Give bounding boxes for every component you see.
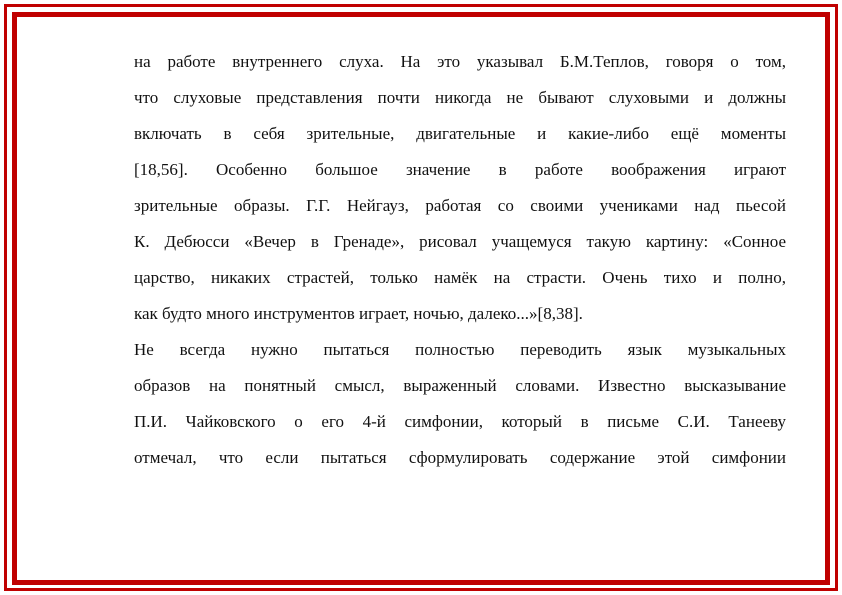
text-line: образов на понятный смысл, выраженный словами. Известно высказывание [134,376,786,395]
text-line: Не всегда нужно пытаться полностью переводить язык музыкальных [134,340,786,359]
text-line: отмечал, что если пытаться сформулировать содержание этой симфонии [134,448,786,467]
text-line: на работе внутреннего слуха. На это указывал Б.М.Теплов, говоря о том, [134,52,786,71]
text-line: П.И. Чайковского о его 4-й симфонии, который в письме С.И. Танееву [134,412,786,431]
text-line-paragraph-end: как будто много инструментов играет, ночью, далеко...»[8,38]. [134,304,583,323]
text-line: зрительные образы. Г.Г. Нейгауз, работая со своими учениками над пьесой [134,196,786,215]
text-line: включать в себя зрительные, двигательные и какие-либо ещё моменты [134,124,786,143]
text-line: К. Дебюсси «Вечер в Гренаде», рисовал учащемуся такую картину: «Сонное [134,232,786,251]
text-line: царство, никаких страстей, только намёк на страсти. Очень тихо и полно, [134,268,786,287]
text-line: что слуховые представления почти никогда не бывают слуховыми и должны [134,88,786,107]
document-text [134,44,786,476]
text-line: [18,56]. Особенно большое значение в работе воображения играют [134,160,786,179]
